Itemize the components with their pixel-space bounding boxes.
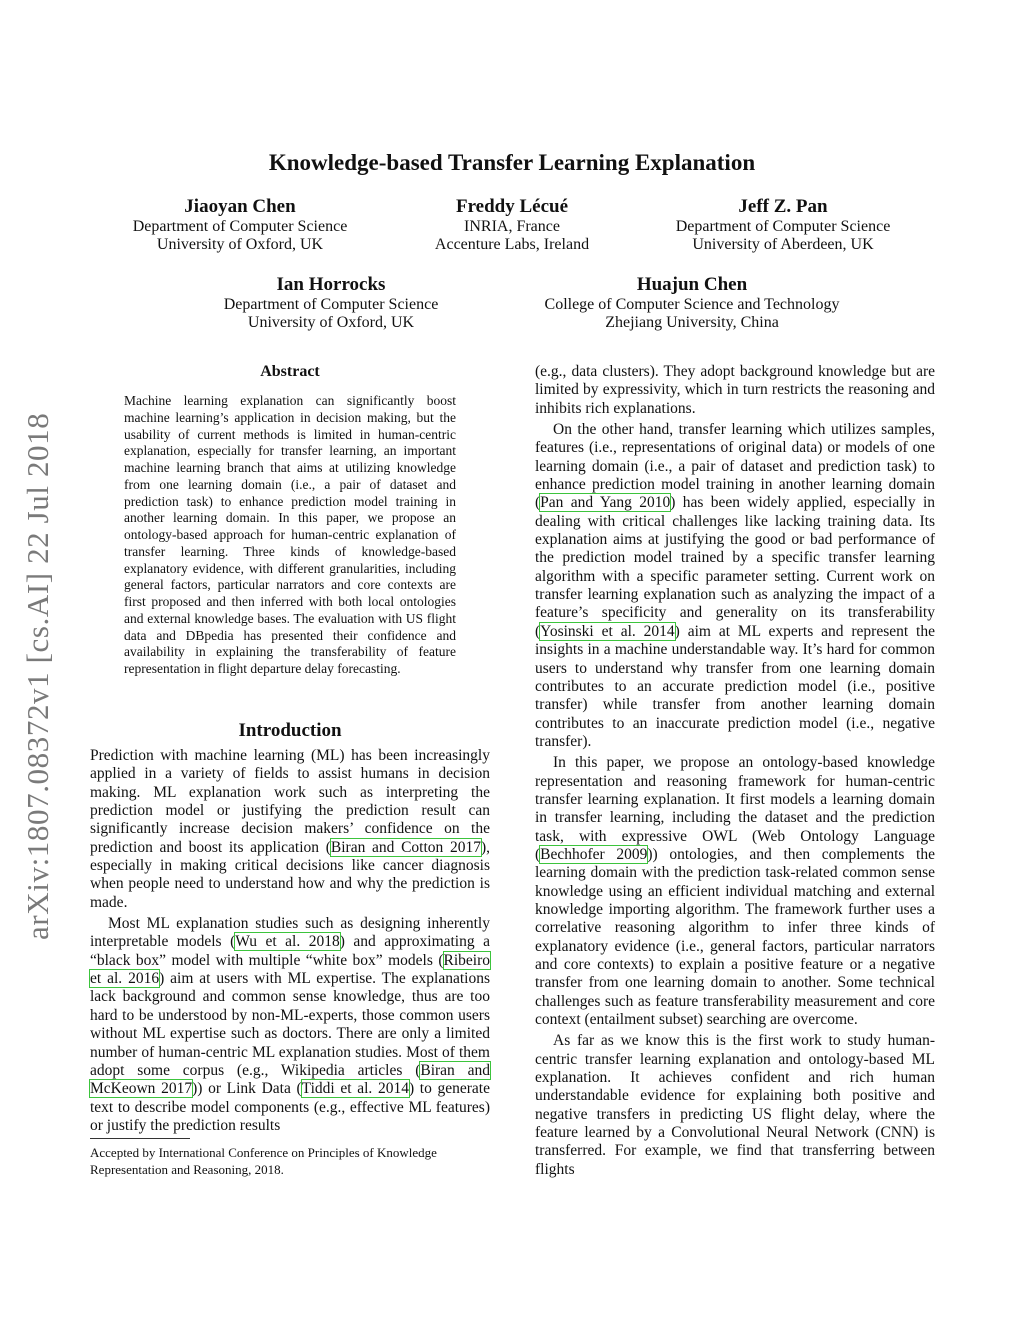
text-span: ) aim at ML experts and represent the insights in a machine understandable way. It’s hard for common users to understand why transfer from one learning domain contributes to an accurate prediction model (i.e., positive transfer) while transfer from another learning domain contributes to an inaccurate prediction model (i.e., negative transfer).: [535, 622, 935, 750]
footnote: Accepted by International Conference on Principles of Knowledge Representation and Reasoning, 2018.: [90, 1145, 437, 1177]
citation-link[interactable]: Pan and Yang 2010: [540, 494, 671, 512]
right-column: [535, 363, 935, 1179]
author-affiliation: Department of Computer Science: [132, 218, 348, 235]
paper-title: Knowledge-based Transfer Learning Explanation: [268, 150, 756, 175]
citation-link[interactable]: Yosinski et al. 2014: [540, 622, 675, 640]
paragraph: [535, 754, 935, 1029]
paragraph: [90, 747, 490, 912]
author-block: [120, 196, 360, 254]
author-name: Freddy Lécué: [455, 196, 569, 217]
abstract-heading: Abstract: [260, 363, 320, 380]
footnote-rule: [90, 1138, 190, 1139]
text-span: ), especially in making critical decisions like cancer diagnosis when people need to understand how and why the prediction is made.: [90, 838, 490, 911]
citation-link[interactable]: Bechhofer 2009: [540, 845, 648, 863]
author-block: [527, 274, 857, 332]
text-span: Prediction with machine learning (ML) has been increasingly applied in a variety of fields to assist humans in decision making. ML explanation work such as interpreting the prediction model or justifying the prediction result can significantly increase decision makers’ confidence on the prediction and boost its application (: [90, 747, 490, 856]
author-affiliation: University of Oxford, UK: [247, 314, 415, 331]
text-span: ) and approximating a “black box” model with multiple “white box” models (: [90, 933, 490, 969]
author-block: [663, 196, 903, 254]
author-name: Ian Horrocks: [276, 274, 386, 295]
text-span: ) has been widely applied, especially in dealing with critical challenges like lacking training data. Its explanation aims at justifying the good or bad performance of the prediction model trained by a specific transfer learning algorithm with a specific parameter setting. Current work on transfer learning explanation such as analyzing the impact of a feature’s specificity and generality on its transferability (: [535, 494, 935, 640]
author-affiliation: College of Computer Science and Technology: [544, 296, 840, 313]
text-span: ) aim at users with ML expertise. The explanations lack background and common sense knowledge, thus are too hard to be understood by non-ML-experts, those common users without ML expertise such as doctors. There are only a limited number of human-centric ML explanation studies. Most of them adopt some corpus (e.g., Wikipedia articles (: [90, 970, 491, 1079]
author-affiliation: Zhejiang University, China: [605, 314, 779, 331]
author-block: [211, 274, 451, 332]
text-span: ) to generate text to describe model components (e.g., effective ML features) or justify the prediction results: [90, 1080, 490, 1134]
paragraph: (e.g., data clusters). They adopt background knowledge but are limited by expressivity, which in turn restricts the reasoning and inhibits rich explanations.: [535, 363, 935, 417]
citation-link[interactable]: Biran and McKeown 2017: [90, 1061, 490, 1098]
text-span: On the other hand, transfer learning which utilizes samples, features (i.e., representations of original data) or models of one learning domain (i.e., a pair of dataset and prediction task) to enhance prediction model training in another learning domain (: [535, 421, 935, 512]
author-name: Huajun Chen: [636, 274, 748, 295]
author-block: [412, 196, 612, 254]
author-affiliation: Department of Computer Science: [223, 296, 439, 313]
text-span: In this paper, we propose an ontology-based knowledge representation and reasoning framework for human-centric transfer learning explanation. It first models a learning domain in transfer learning, including the dataset and the prediction task, with expressive OWL (Web Ontology Language (: [535, 754, 935, 863]
paragraph: [90, 915, 490, 1135]
author-name: Jiaoyan Chen: [184, 196, 296, 217]
citation-link[interactable]: Tiddi et al. 2014: [301, 1080, 409, 1098]
paragraph: As far as we know this is the first work to study human-centric transfer learning explanation and ontology-based ML explanation. It achieves confident and rich human understandable evidence for explaining both positive and negative transfers in predicting US flight delay, where the feature learned by a Convolutional Neural Network (CNN) is transferred. For example, we find that transferring between flights: [535, 1032, 935, 1178]
author-affiliation: Accenture Labs, Ireland: [434, 236, 590, 253]
author-name: Jeff Z. Pan: [738, 196, 828, 217]
author-affiliation: University of Aberdeen, UK: [692, 236, 874, 253]
left-column: [90, 747, 490, 1135]
introduction-heading: Introduction: [238, 720, 342, 741]
citation-link[interactable]: Ribeiro et al. 2016: [90, 951, 490, 988]
author-affiliation: University of Oxford, UK: [156, 236, 324, 253]
arxiv-stamp: arXiv:1807.08372v1 [cs.AI] 22 Jul 2018: [20, 412, 55, 940]
citation-link[interactable]: Biran and Cotton 2017: [330, 838, 481, 856]
paragraph: [535, 421, 935, 751]
citation-link[interactable]: Wu et al. 2018: [235, 933, 340, 951]
author-affiliation: INRIA, France: [464, 218, 560, 235]
author-affiliation: Department of Computer Science: [675, 218, 891, 235]
abstract-text: Machine learning explanation can significantly boost machine learning’s application in decision making, but the usability of current methods is limited in human-centric explanation, especially for transfer learning, an important machine learning branch that aims at utilizing knowledge from one learning domain (i.e., a pair of dataset and prediction task) to enhance prediction model training in another learning domain. In this paper, we propose an ontology-based approach for human-centric explanation of transfer learning. Three kinds of knowledge-based explanatory evidence, with different granularities, including general factors, particular narrators and core contexts are first proposed and then inferred with both local ontologies and external knowledge bases. The evaluation with US flight data and DBpedia has presented their confidence and availability in explaining the transferability of feature representation in flight departure delay forecasting.: [124, 393, 456, 676]
text-span: Most ML explanation studies such as designing inherently interpretable models (: [90, 915, 490, 951]
text-span: )) ontologies, and then complements the learning domain with the prediction task-related common sense knowledge using an efficient individual matching and external knowledge importing algorithm. The framework further uses a correlative reasoning algorithm to infer three kinds of explanatory evidence (i.e., general factors, particular narrators and core contexts) to explain a positive feature or a negative transfer from one learning domain to another. Some technical challenges such as feature transferability measurement and core context (entailment subset) searching are overcome.: [535, 845, 935, 1029]
text-span: )) or Link Data (: [192, 1080, 302, 1098]
